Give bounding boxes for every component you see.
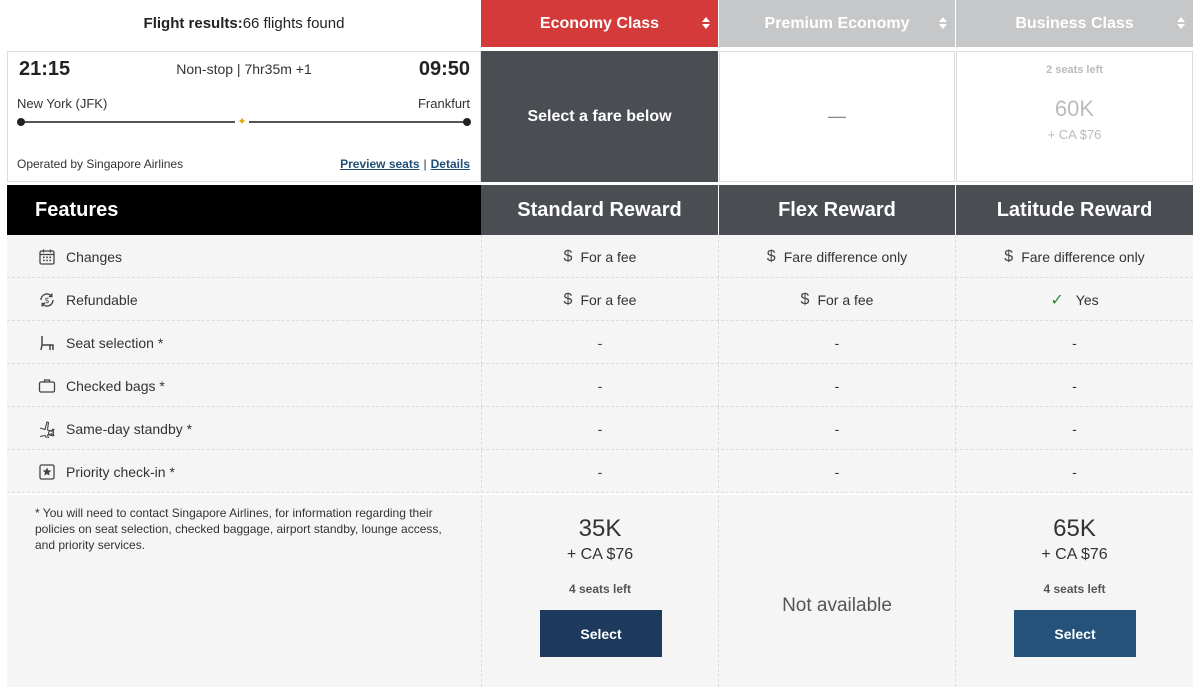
dollar-icon: $ [563, 247, 573, 265]
cabin-label: Business Class [1015, 14, 1134, 32]
select-latitude-button[interactable]: Select [1014, 610, 1136, 657]
feature-label: Checked bags * [66, 377, 165, 394]
results-summary [7, 0, 481, 47]
offer-not-available: Not available [782, 595, 892, 616]
destination-city: Frankfurt [417, 96, 470, 111]
offer-points: 35K [578, 515, 622, 542]
operated-by: Operated by Singapore Airlines [17, 157, 184, 171]
economy-fare-cell[interactable] [481, 51, 718, 182]
feature-value-cell: - [718, 450, 955, 493]
feature-label-cell [7, 321, 481, 364]
select-fare-prompt: Select a fare below [527, 107, 672, 125]
offer-latitude-reward [955, 495, 1193, 687]
feature-value: For a fee [580, 248, 637, 265]
offer-seats-left: 4 seats left [1043, 582, 1106, 596]
business-fare-cell[interactable] [956, 51, 1193, 182]
business-points: 60K [1054, 96, 1095, 121]
cabin-label: Premium Economy [764, 14, 910, 32]
feature-value: Fare difference only [783, 248, 908, 265]
offers-row [7, 495, 1193, 687]
premium-unavailable-dash: — [828, 106, 846, 126]
feature-value-cell: - [481, 407, 718, 450]
footnote: * You will need to contact Singapore Airlines, for information regarding their policies on seat selection, checked baggage, airport standby, lounge access, and priority services. [35, 506, 442, 552]
feature-label-cell [7, 278, 481, 321]
feature-row-same-day-standby [7, 407, 1193, 450]
priority-star-icon [37, 462, 57, 482]
sort-icon [1177, 15, 1185, 31]
dollar-icon: $ [766, 247, 776, 265]
seat-icon [37, 333, 57, 353]
business-tax: + CA $76 [1047, 127, 1102, 142]
sort-icon [702, 15, 710, 31]
sort-icon [939, 15, 947, 31]
feature-value: Fare difference only [1021, 248, 1145, 265]
features-heading: Features [7, 185, 481, 235]
cabin-tab-economy[interactable] [481, 0, 718, 47]
column-latitude-reward: Latitude Reward [956, 185, 1193, 235]
offer-points: 65K [1053, 515, 1096, 542]
origin-city: New York (JFK) [17, 96, 108, 111]
feature-value: For a fee [817, 291, 874, 308]
feature-value-cell [718, 278, 955, 321]
feature-label-cell [7, 235, 481, 278]
feature-label: Seat selection * [66, 334, 164, 351]
feature-value-cell: - [718, 364, 955, 407]
column-standard-reward: Standard Reward [481, 185, 718, 235]
details-link[interactable]: Details [430, 157, 470, 171]
offer-tax: + CA $76 [1041, 546, 1108, 563]
feature-label: Changes [66, 248, 123, 265]
feature-value-cell [481, 278, 718, 321]
feature-row-priority-check-in [7, 450, 1193, 493]
feature-label-cell [7, 407, 481, 450]
dollar-icon: $ [563, 290, 573, 308]
bag-icon [37, 376, 57, 396]
feature-row-changes [7, 235, 1193, 278]
flight-card [7, 51, 481, 182]
select-standard-button[interactable]: Select [540, 610, 662, 657]
feature-row-checked-bags [7, 364, 1193, 407]
destination-dot [463, 118, 471, 126]
premium-fare-cell [719, 51, 955, 182]
feature-label: Priority check-in * [66, 463, 175, 480]
calendar-icon [37, 247, 57, 267]
link-separator: | [423, 157, 427, 171]
svg-text:$: $ [44, 295, 50, 305]
standby-icon [37, 419, 57, 439]
feature-value-cell: - [481, 364, 718, 407]
feature-value-cell: - [955, 450, 1193, 493]
feature-value-cell: - [481, 450, 718, 493]
feature-value-cell [481, 235, 718, 278]
offer-flex-reward [718, 495, 955, 687]
feature-value-cell [955, 278, 1193, 321]
feature-value-cell: - [718, 321, 955, 364]
feature-value-cell: - [955, 364, 1193, 407]
feature-label-cell [7, 450, 481, 493]
dollar-icon: $ [1004, 247, 1014, 265]
results-count: 66 flights found [242, 15, 345, 32]
cabin-tab-premium-economy[interactable] [719, 0, 955, 47]
flight-duration: Non-stop | 7hr35m +1 [176, 61, 312, 77]
flight-links [340, 157, 470, 171]
dollar-icon: $ [800, 290, 810, 308]
route-line [19, 116, 469, 128]
business-seats-left: 2 seats left [1046, 64, 1103, 76]
results-label: Flight results: [143, 15, 243, 32]
preview-seats-link[interactable]: Preview seats [340, 157, 420, 171]
offer-tax: + CA $76 [566, 546, 634, 563]
cabin-label: Economy Class [539, 14, 660, 32]
feature-value-cell [955, 235, 1193, 278]
check-icon: ✓ [1050, 291, 1064, 309]
feature-label: Refundable [66, 291, 138, 308]
refund-icon [37, 290, 57, 310]
origin-dot [17, 118, 25, 126]
feature-value-cell: - [955, 321, 1193, 364]
feature-label: Same-day standby * [66, 420, 193, 437]
feature-value-cell: - [955, 407, 1193, 450]
airline-logo-icon: ✦ [235, 115, 249, 129]
feature-value: For a fee [580, 291, 637, 308]
cabin-tab-business[interactable] [956, 0, 1193, 47]
column-flex-reward: Flex Reward [719, 185, 955, 235]
feature-row-seat-selection [7, 321, 1193, 364]
feature-label-cell [7, 364, 481, 407]
departure-time: 21:15 [19, 58, 71, 80]
offer-seats-left: 4 seats left [568, 582, 632, 596]
offer-standard-reward [481, 495, 718, 687]
feature-row-refundable [7, 278, 1193, 321]
arrival-time: 09:50 [418, 58, 470, 80]
feature-value: Yes [1075, 291, 1099, 308]
feature-value-cell [718, 235, 955, 278]
feature-value-cell: - [481, 321, 718, 364]
feature-value-cell: - [718, 407, 955, 450]
